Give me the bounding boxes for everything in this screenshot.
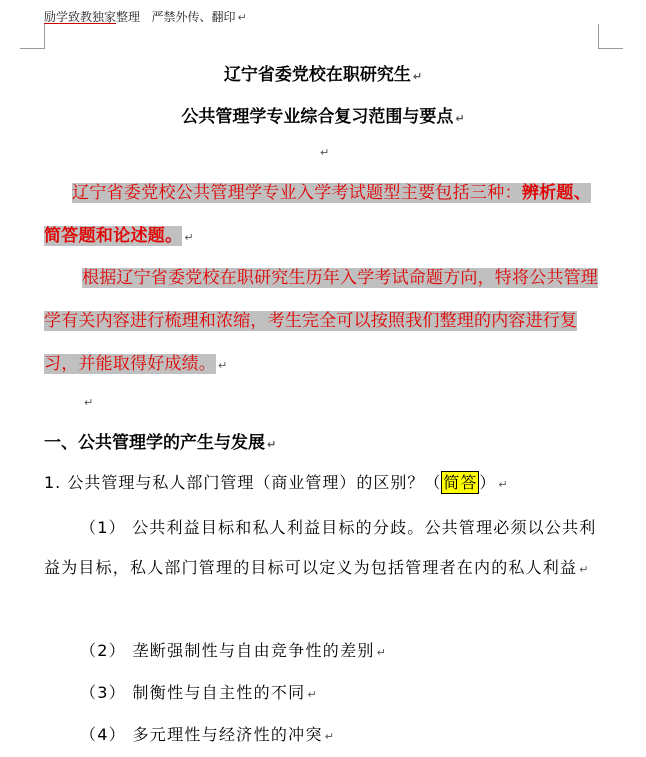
answer-item-2: （2） 垄断强制性与自由竞争性的差别 ↵ (80, 641, 388, 660)
header-notice: 严禁外传、翻印 (151, 10, 236, 24)
header-source-rest: 整理 (116, 10, 141, 24)
intro-question-types: 辨析题、简答题和论述题。 (44, 183, 592, 246)
intro-paragraph-1 (44, 172, 602, 259)
answer-item-4: （4） 多元理性与经济性的冲突 ↵ (80, 725, 336, 744)
answer-item-3: （3） 制衡性与自主性的不同 ↵ (80, 683, 318, 702)
paragraph-mark-icon: ↵ (237, 11, 247, 24)
paragraph-mark-icon: ↵ (320, 146, 330, 159)
paragraph-mark-icon: ↵ (307, 688, 318, 701)
paragraph-mark-icon: ↵ (84, 396, 94, 409)
paragraph-mark-icon: ↵ (218, 359, 228, 372)
answer-item-1: （1） 公共利益目标和私人利益目标的分歧。公共管理必须以公共利益为目标，私人部门管理的目标可以定义为包括管理者在内的私人利益 ↵ (44, 518, 597, 577)
paragraph-mark-icon: ↵ (579, 563, 590, 576)
paragraph-mark-icon: ↵ (184, 231, 194, 244)
header-source: 励学致教独家 (44, 10, 117, 24)
paragraph-mark-icon: ↵ (324, 730, 336, 743)
intro-paragraph-2-text: 根据辽宁省委党校在职研究生历年入学考试命题方向，特将公共管理学有关内容进行梳理和浓缩，考生完全可以按照我们整理的内容进行复习，并能取得好成绩。 (44, 268, 598, 374)
intro-paragraph-2 (44, 257, 602, 387)
paragraph-mark-icon: ↵ (455, 112, 465, 125)
paragraph-mark-icon: ↵ (376, 646, 388, 659)
header-text (44, 8, 247, 25)
margin-corner-right (598, 24, 623, 49)
margin-corner-left (20, 24, 45, 49)
question-1: 1. 公共管理与私人部门管理（商业管理）的区别？（ 简答 ） ↵ (44, 473, 509, 492)
section-heading: 一、公共管理学的产生与发展 ↵ (44, 433, 277, 453)
paragraph-mark-icon: ↵ (267, 438, 277, 451)
intro-text: 辽宁省委党校公共管理学专业入学考试题型主要包括三种： (72, 183, 522, 203)
title-line-2: 公共管理学专业综合复习范围与要点 ↵ (181, 107, 465, 127)
paragraph-mark-icon: ↵ (412, 70, 423, 83)
paragraph-mark-icon: ↵ (498, 478, 509, 491)
title-line-1: 辽宁省委党校在职研究生 ↵ (223, 65, 423, 85)
question-type-tag: 简答 (443, 473, 478, 492)
